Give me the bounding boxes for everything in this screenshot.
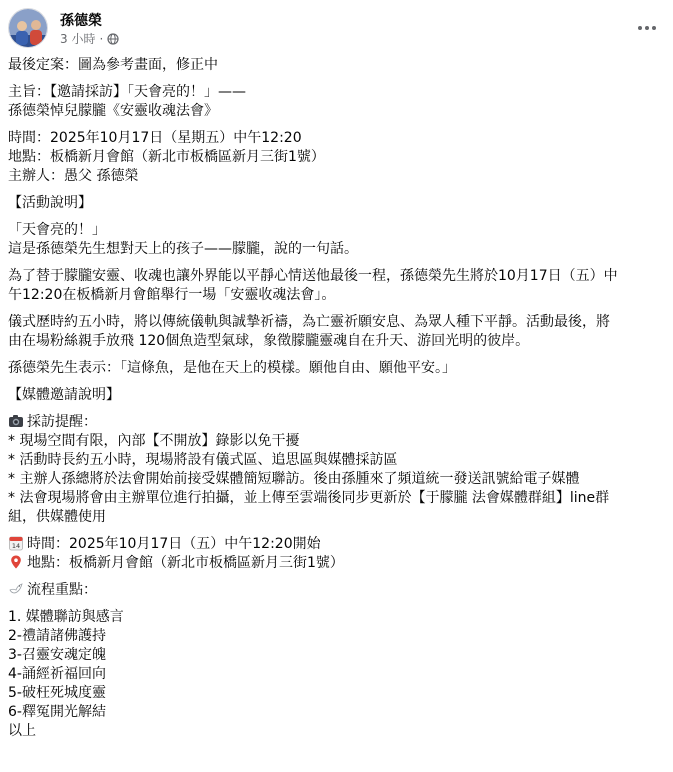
list-item: 2-禮請諸佛護持 (8, 628, 106, 644)
calendar-icon (8, 535, 24, 551)
purpose-paragraph: 為了替于朦朧安靈、收魂也讓外界能以平靜心情送他最後一程，孫德榮先生將於10月17日（五）中 午12:20在板橋新月會館舉行一場「安靈收魂法會」。 (8, 268, 618, 303)
list-item: 5-破枉死城度靈 (8, 685, 106, 701)
meta-dot: · (99, 31, 104, 46)
avatar[interactable] (8, 8, 48, 48)
more-options-button[interactable] (631, 12, 663, 44)
post-body (8, 56, 663, 749)
process-list (8, 608, 663, 741)
event-info-block: 時間：2025年10月17日（星期五）中午12:20 地點：板橋新月會館（新北市板橋區新月三街1號） 主辦人：愚父 孫德榮 (8, 130, 325, 184)
globe-icon[interactable] (107, 33, 119, 45)
author-name[interactable]: 孫德榮 (60, 13, 102, 29)
list-item: 以上 (8, 723, 36, 739)
post-meta (60, 30, 119, 47)
list-item: 4-誦經祈福回向 (8, 666, 106, 682)
dove-icon (8, 581, 24, 597)
statement-paragraph: 孫德榮先生表示：「這條魚，是他在天上的模樣。願他自由、願他平安。」 (8, 360, 456, 376)
media-heading: 【媒體邀請說明】 (8, 387, 120, 403)
post-header (8, 8, 665, 48)
time-place-block: 14 時間：2025年10月17日（五）中午12:20開始 地點：板橋新月會館（新北市板橋區新月三街1號） (8, 535, 663, 573)
process-heading: 流程重點： (8, 581, 663, 600)
list-item: 3-召靈安魂定魄 (8, 647, 106, 663)
more-horizontal-icon (637, 25, 657, 31)
svg-text:14: 14 (11, 542, 21, 551)
quote-block: 「天會亮的！」 這是孫德榮先生想對天上的孩子——朦朧，說的一句話。 (8, 222, 358, 257)
pin-icon (8, 554, 24, 570)
post-time[interactable]: 3 小時 (60, 32, 96, 46)
subject-block: 主旨：【邀請採訪】「天會亮的！」—— 孫德榮悼兒朦朧《安靈收魂法會》 (8, 84, 246, 119)
media-notes: 採訪提醒： * 現場空間有限，內部【不開放】錄影以免干擾 * 活動時長約五小時，現場將設有儀式區、追思區與媒體採訪區 * 主辦人孫總將於法會開始前接受媒體簡短聯訪。後由孫腫來了頻道統一發送訊號給電子媒體 * 法會現場將會由主辦單位進行拍攝，並上傳至雲端後同步更新於【于朦朧 法會媒體群組】line群 組，供媒體使用 (8, 414, 610, 525)
final-note: 最後定案：圖為參考畫面，修正中 (8, 57, 218, 73)
camera-icon (8, 413, 24, 429)
list-item: 6-釋冤開光解結 (8, 704, 106, 720)
ceremony-paragraph: 儀式歷時約五小時，將以傳統儀軌與誠摯祈禱，為亡靈祈願安息、為眾人種下平靜。活動最後，將 由在場粉絲親手放飛 120個魚造型氣球，象徵朦朧靈魂自在升天、游回光明的彼岸。 (8, 314, 610, 349)
list-item: 1. 媒體聯訪與感言 (8, 609, 124, 625)
activity-heading: 【活動說明】 (8, 195, 92, 211)
